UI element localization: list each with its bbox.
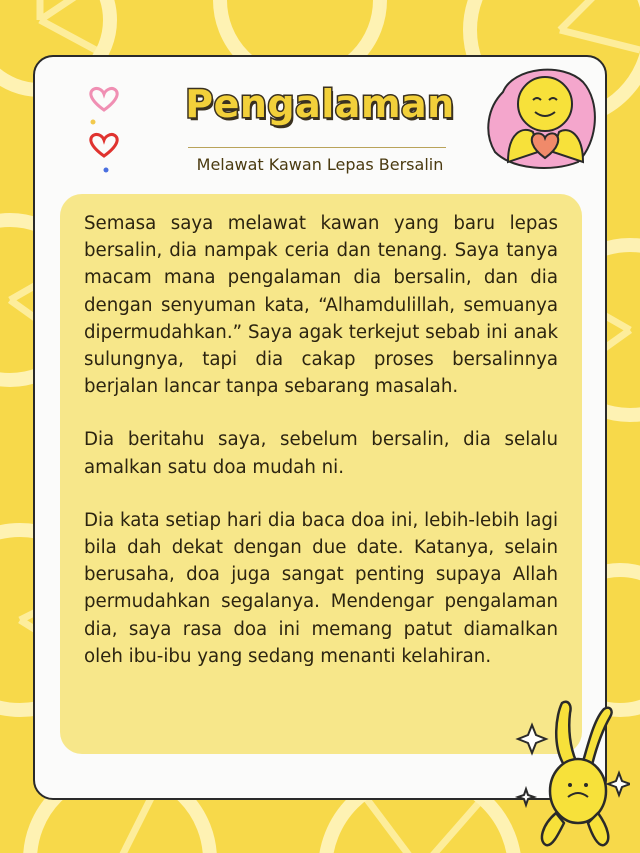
heart-red-icon [91, 134, 117, 156]
story-paragraph: Dia beritahu saya, sebelum bersalin, dia selalu amalkan satu doa mudah ni. [84, 429, 558, 478]
story-panel [60, 194, 582, 754]
hearts-icon [84, 84, 124, 176]
page-title: Pengalaman [185, 82, 455, 126]
dot-icon [91, 120, 96, 125]
handstand-character-sticker [512, 695, 630, 851]
sparkle-icon [518, 725, 546, 753]
heart-pink-icon [91, 88, 117, 110]
title-divider [188, 147, 446, 148]
story-paragraph: Semasa saya melawat kawan yang baru lepas bersalin, dia nampak ceria dan tenang. Saya tanya macam mana pengalaman dia bersalin, dan dia dengan senyuman kata, “Alhamdulillah, semuanya dipermudahkan.” Saya agak terkejut sebab ini anak sulungnya, tapi dia cakap proses bersalinnya berjalan lancar tanpa sebarang masalah. [84, 213, 558, 398]
page-subtitle: Melawat Kawan Lepas Bersalin [196, 155, 444, 174]
sparkle-icon [518, 789, 534, 805]
smiley-heart-hands-sticker [483, 62, 601, 170]
sparkle-icon [608, 773, 630, 795]
story-paragraph: Dia kata setiap hari dia baca doa ini, lebih-lebih lagi bila dah dekat dengan due date. Katanya, selain berusaha, doa juga sangat penting supaya Allah permudahkan segalanya. Mendengar pengalaman dia, saya rasa doa ini memang patut diamalkan oleh ibu-ibu yang sedang menanti kelahiran. [84, 509, 558, 667]
